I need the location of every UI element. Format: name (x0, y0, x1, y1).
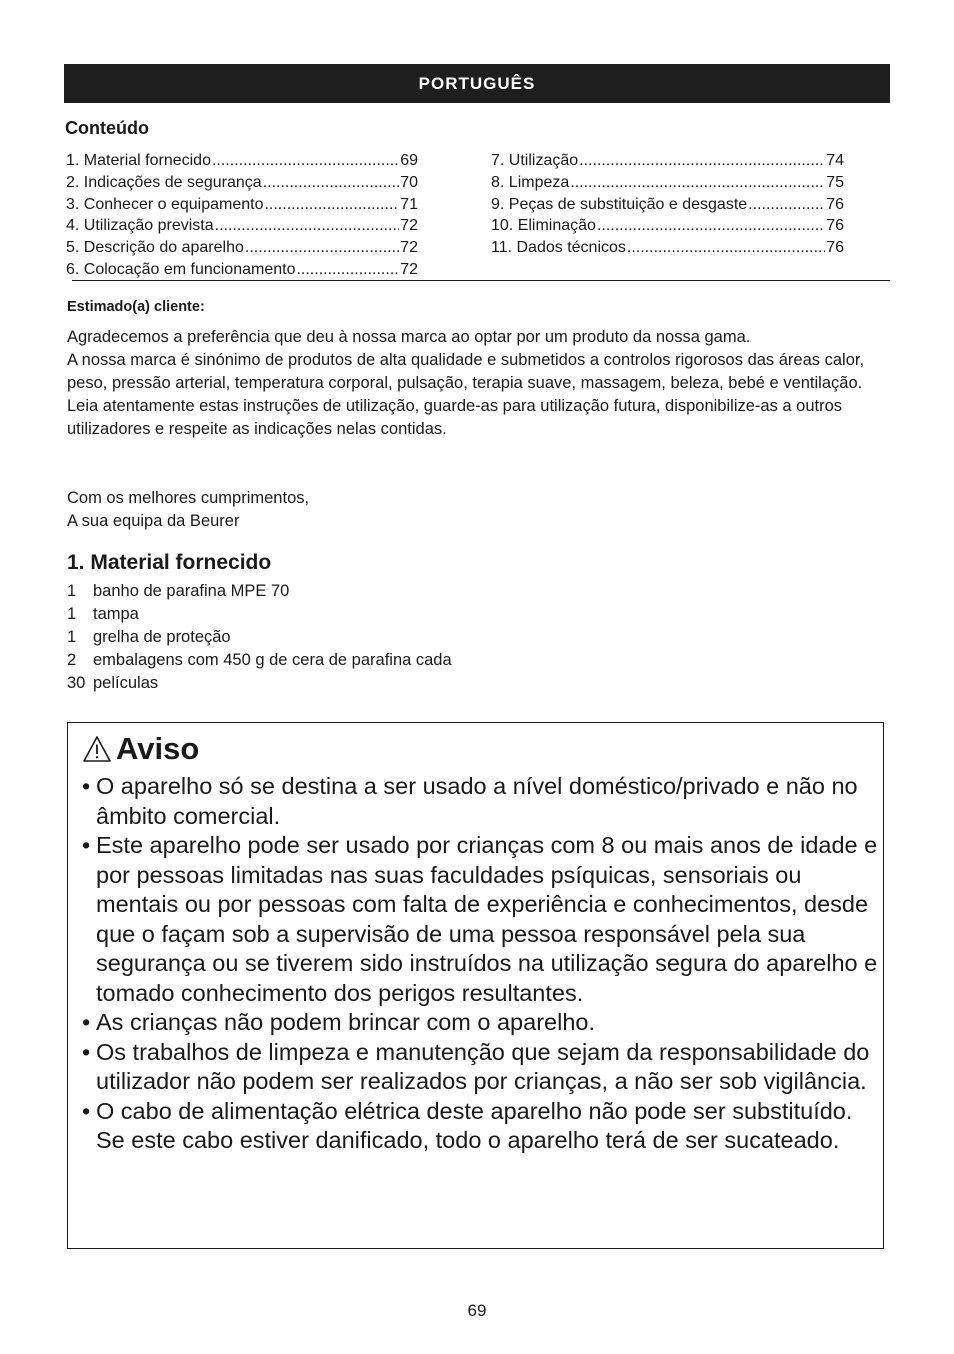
toc-entry-title: 10. Eliminação (491, 217, 596, 235)
toc-entry-page: 71 (400, 195, 418, 213)
bullet: • (82, 1009, 91, 1035)
toc-leader (212, 150, 399, 172)
toc-leader (579, 150, 825, 172)
item-quantity: 1 (67, 627, 77, 646)
warning-item-text: O aparelho só se destina a ser usado a nível doméstico/privado e não no âmbito comercial. (96, 773, 858, 829)
list-item (67, 626, 452, 649)
toc-entry (66, 259, 418, 281)
toc-leader (570, 172, 825, 194)
bullet: • (82, 832, 91, 858)
toc-entry-title: 4. Utilização prevista (66, 217, 214, 235)
toc-leader (597, 215, 825, 237)
closing-text (67, 487, 309, 533)
toc-entry-page: 76 (826, 195, 844, 213)
bullet: • (82, 773, 91, 799)
section-title: 1. Material fornecido (67, 551, 272, 574)
toc-entry-title: 11. Dados técnicos (491, 239, 626, 257)
toc-leader (245, 237, 399, 259)
supplied-items-list (67, 580, 452, 695)
toc-entry (66, 150, 418, 172)
toc-entry-title: 8. Limpeza (491, 173, 570, 191)
warning-item-text: As crianças não podem brincar com o aparelho. (96, 1009, 595, 1035)
item-text: embalagens com 450 g de cera de parafina cada (93, 650, 452, 669)
list-item (67, 672, 452, 695)
item-text: tampa (93, 604, 139, 623)
toc-entry-page: 70 (400, 173, 418, 191)
warning-item (82, 772, 882, 831)
list-item (67, 580, 452, 603)
warning-triangle-icon (82, 735, 112, 763)
toc-entry-title: 5. Descrição do aparelho (66, 239, 244, 257)
warning-heading (82, 731, 199, 767)
toc-entry-page: 72 (400, 239, 418, 257)
intro-paragraph: A nossa marca é sinónimo de produtos de alta qualidade e submetidos a controlos rigorosos das áreas calor, peso, pressão arterial, temperatura corporal, pulsação, terapia suave, massagem, beleza, bebé e ventilação. (67, 350, 865, 392)
toc-entry-title: 2. Indicações de segurança (66, 173, 262, 191)
toc-leader (296, 259, 399, 281)
intro-text (67, 326, 897, 441)
warning-item (82, 831, 882, 1008)
toc-entry (66, 237, 418, 259)
page-number: 69 (467, 1301, 487, 1320)
toc-column-right (491, 150, 844, 259)
closing-line: Com os melhores cumprimentos, (67, 489, 310, 507)
toc-entry (491, 237, 844, 259)
toc-entry (491, 172, 844, 194)
warning-item (82, 1097, 882, 1156)
toc-entry (66, 215, 418, 237)
toc-entry-page: 76 (826, 217, 844, 235)
toc-entry-page: 76 (826, 239, 844, 257)
toc-heading: Conteúdo (65, 118, 149, 138)
toc-entry (491, 215, 844, 237)
toc-entry-title: 3. Conhecer o equipamento (66, 195, 264, 213)
toc-entry-page: 72 (400, 217, 418, 235)
bullet: • (82, 1038, 91, 1065)
toc-leader (627, 237, 825, 259)
intro-paragraph: Agradecemos a preferência que deu à nossa marca ao optar por um produto da nossa gama. (67, 328, 751, 346)
item-text: banho de parafina MPE 70 (93, 582, 290, 600)
toc-entry-title: 9. Peças de substituição e desgaste (491, 195, 748, 213)
toc-entry (66, 172, 418, 194)
bullet: • (82, 1097, 91, 1124)
language-label: PORTUGUÊS (418, 73, 536, 93)
warning-item-text: O cabo de alimentação elétrica deste aparelho não pode ser substituído. Se este cabo estiver danificado, todo o aparelho terá de ser sucateado. (96, 1097, 853, 1153)
toc-entry-page: 75 (826, 173, 844, 191)
item-quantity: 1 (67, 604, 77, 623)
list-item (67, 603, 452, 626)
toc-entry (66, 194, 418, 216)
toc-leader (263, 172, 400, 194)
item-text: películas (93, 673, 159, 692)
toc-leader (264, 194, 399, 216)
toc-entry-page: 69 (400, 152, 418, 169)
toc-divider (72, 280, 890, 281)
warning-item-text: Este aparelho pode ser usado por crianças com 8 ou mais anos de idade e por pessoas limitadas nas suas faculdades psíquicas, sensoriais ou mentais ou por pessoas com falta de experiência e conhecimentos, desde que o façam sob a supervisão de uma pessoa responsável pela sua segurança ou se tiverem sido instruídos na utilização segura do aparelho e tomado conhecimento dos perigos resultantes. (96, 832, 878, 1006)
list-item (67, 649, 452, 672)
toc-column-left (66, 150, 418, 281)
toc-entry-title: 7. Utilização (491, 152, 579, 169)
toc-entry-page: 72 (400, 260, 418, 278)
toc-leader (215, 215, 400, 237)
warning-item (82, 1038, 882, 1097)
language-header (64, 64, 890, 103)
warning-list (82, 772, 882, 1156)
greeting-title: Estimado(a) cliente: (67, 299, 205, 315)
toc-entry-title: 6. Colocação em funcionamento (66, 260, 296, 278)
item-text: grelha de proteção (93, 627, 231, 646)
item-quantity: 2 (67, 650, 77, 669)
toc-entry (491, 150, 844, 172)
warning-item-text: Os trabalhos de limpeza e manutenção que sejam da responsabilidade do utilizador não podem ser realizados por crianças, a não ser sob vigilância. (96, 1038, 870, 1094)
item-quantity: 1 (67, 582, 77, 600)
toc-entry (491, 194, 844, 216)
item-quantity: 30 (67, 673, 86, 692)
warning-item (82, 1008, 882, 1038)
toc-leader (748, 194, 825, 216)
closing-signature: A sua equipa da Beurer (67, 511, 240, 530)
toc-entry-title: 1. Material fornecido (66, 152, 211, 169)
toc-entry-page: 74 (826, 152, 844, 169)
warning-title: Aviso (116, 731, 200, 766)
intro-paragraph: Leia atentamente estas instruções de utilização, guarde-as para utilização futura, disponibilize-as a outros utilizadores e respeite as indicações nelas contidas. (67, 396, 843, 438)
